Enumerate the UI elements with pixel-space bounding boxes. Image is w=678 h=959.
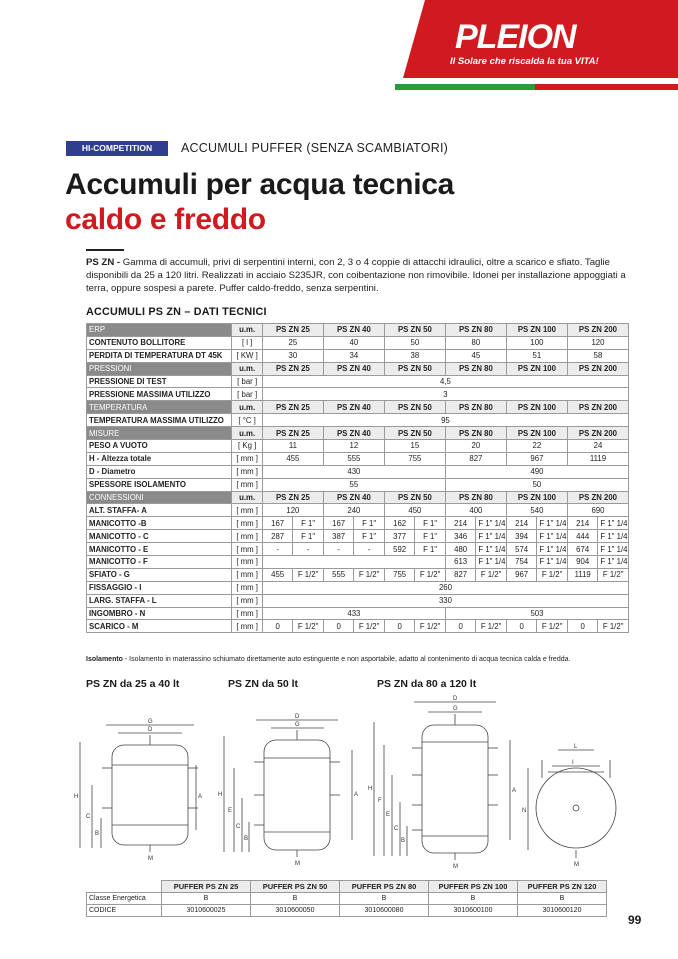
dim-m-3: M	[453, 864, 458, 870]
table-cell: 120	[567, 336, 628, 349]
table-cell: Classe Energetica	[87, 893, 162, 905]
table-cell: F 1" 1/4	[537, 556, 568, 569]
dim-g-3: G	[453, 706, 458, 712]
table-category-row	[87, 401, 629, 414]
table-cell: 904	[567, 556, 598, 569]
table-row	[87, 414, 629, 427]
table-row	[87, 517, 629, 530]
table-cell: 167	[323, 517, 354, 530]
table-cell: 755	[384, 568, 415, 581]
table-cell: F 1"	[293, 530, 324, 543]
table-cell: ERP	[87, 324, 232, 337]
dim-d-2: D	[295, 714, 300, 720]
table-cell: PS ZN 100	[506, 362, 567, 375]
table-cell: [ mm ]	[232, 594, 263, 607]
description-lead: PS ZN -	[86, 257, 123, 268]
table-cell: SCARICO - M	[87, 620, 232, 633]
dim-h-1: H	[74, 794, 79, 800]
table-cell: [ l ]	[232, 336, 263, 349]
table-header-row	[87, 881, 607, 893]
table-cell: 20	[445, 440, 506, 453]
table-cell: 55	[262, 478, 445, 491]
dim-a-2: A	[354, 792, 359, 798]
page-number: 99	[628, 913, 642, 927]
table-cell: 967	[506, 452, 567, 465]
note-label: Isolamento	[86, 656, 123, 663]
table-cell: 0	[567, 620, 598, 633]
table-cell: FISSAGGIO - I	[87, 581, 232, 594]
table-cell: [ Kg ]	[232, 440, 263, 453]
table-cell: 674	[567, 543, 598, 556]
table-cell: -	[323, 543, 354, 556]
table-cell: [ mm ]	[232, 543, 263, 556]
table-cell: 100	[506, 336, 567, 349]
table-cell: MANICOTTO - C	[87, 530, 232, 543]
table-cell: 50	[384, 336, 445, 349]
table-cell: F 1/2"	[415, 568, 446, 581]
drawing-title-50: PS ZN da 50 lt	[228, 678, 299, 690]
table-cell: PS ZN 100	[506, 324, 567, 337]
table-cell: PS ZN 50	[384, 401, 445, 414]
dim-e-3: E	[386, 812, 391, 818]
table-cell: 1119	[567, 568, 598, 581]
table-cell: F 1"	[354, 530, 385, 543]
page-title: Accumuli per acqua tecnica	[65, 168, 455, 201]
table-cell: B	[251, 893, 340, 905]
table-cell: 754	[506, 556, 537, 569]
table-cell: PS ZN 50	[384, 324, 445, 337]
table-cell: PS ZN 100	[506, 401, 567, 414]
table-cell: 34	[323, 349, 384, 362]
dim-m-1: M	[148, 856, 153, 862]
table-row	[87, 556, 629, 569]
brand-tagline: Il Solare che riscalda la tua VITA!	[450, 56, 599, 67]
table-cell: 377	[384, 530, 415, 543]
table-cell: F 1/2"	[293, 568, 324, 581]
bracket-top-view	[536, 768, 616, 848]
table-cell: 490	[445, 465, 628, 478]
table-cell: F 1" 1/4	[476, 543, 507, 556]
dim-d-1: D	[148, 727, 153, 733]
table-cell: SFIATO - G	[87, 568, 232, 581]
table-cell: 387	[323, 530, 354, 543]
table-cell: PUFFER PS ZN 80	[340, 881, 429, 893]
table-cell: 25	[262, 336, 323, 349]
table-cell: F 1"	[293, 517, 324, 530]
table-cell: 455	[262, 568, 293, 581]
table-cell: 95	[262, 414, 628, 427]
table-cell: -	[262, 543, 293, 556]
table-cell: 24	[567, 440, 628, 453]
table-cell: MANICOTTO -B	[87, 517, 232, 530]
note-text: - Isolamento in materassino schiumato direttamente auto estinguente e non asportabile, adatto al contenimento di acqua tecnica calda e fredda.	[122, 656, 571, 663]
table-cell: 0	[262, 620, 293, 633]
table-cell: u.m.	[232, 491, 263, 504]
table-cell: 0	[445, 620, 476, 633]
table-cell: 1119	[567, 452, 628, 465]
table-cell: PS ZN 100	[506, 427, 567, 440]
table-cell: 45	[445, 349, 506, 362]
table-cell: CONTENUTO BOLLITORE	[87, 336, 232, 349]
table-row	[87, 543, 629, 556]
tank-drawing-25-40	[112, 745, 188, 845]
table-cell: 11	[262, 440, 323, 453]
technical-drawings	[66, 690, 646, 870]
dim-b-1: B	[95, 831, 100, 837]
dim-c-1: C	[86, 814, 91, 820]
table-cell: PS ZN 25	[262, 427, 323, 440]
table-cell: TEMPERATURA	[87, 401, 232, 414]
table-cell-empty	[262, 556, 445, 569]
table-cell: 3010600080	[340, 905, 429, 917]
table-cell: PS ZN 200	[567, 324, 628, 337]
table-cell: [ mm ]	[232, 581, 263, 594]
table-cell: -	[354, 543, 385, 556]
table-cell: 40	[323, 336, 384, 349]
table-cell: 827	[445, 452, 506, 465]
dim-h-2: H	[218, 792, 223, 798]
table-cell: PS ZN 40	[323, 324, 384, 337]
table-cell: [ mm ]	[232, 620, 263, 633]
table-cell: 50	[445, 478, 628, 491]
table-cell: ALT. STAFFA- A	[87, 504, 232, 517]
table-cell: F 1"	[415, 517, 446, 530]
table-cell: u.m.	[232, 401, 263, 414]
table-cell: 690	[567, 504, 628, 517]
table-cell: PRESSIONE DI TEST	[87, 375, 232, 388]
table-cell: PS ZN 40	[323, 401, 384, 414]
page-title-accent: caldo e freddo	[65, 203, 266, 236]
table-row	[87, 440, 629, 453]
table-category-row	[87, 362, 629, 375]
table-cell: 51	[506, 349, 567, 362]
category-badge: HI-COMPETITION	[66, 141, 168, 156]
table-cell: [ bar ]	[232, 388, 263, 401]
table-cell: 592	[384, 543, 415, 556]
table-cell: PS ZN 25	[262, 324, 323, 337]
table-row	[87, 893, 607, 905]
table-cell: F 1"	[415, 530, 446, 543]
table-cell: TEMPERATURA MASSIMA UTILIZZO	[87, 414, 232, 427]
table-cell: PERDITA DI TEMPERATURA DT 45K	[87, 349, 232, 362]
dim-l-4: L	[574, 744, 578, 750]
table-cell: 214	[445, 517, 476, 530]
table-cell: 540	[506, 504, 567, 517]
table-cell: F 1" 1/4	[537, 543, 568, 556]
table-cell: PUFFER PS ZN 100	[429, 881, 518, 893]
table-row	[87, 452, 629, 465]
table-cell: 0	[506, 620, 537, 633]
table-cell: 3010600100	[429, 905, 518, 917]
table-cell: F 1" 1/4	[476, 530, 507, 543]
table-cell: F 1" 1/4	[598, 556, 629, 569]
table-cell: F 1/2"	[537, 620, 568, 633]
table-cell: 80	[445, 336, 506, 349]
table-cell: 755	[384, 452, 445, 465]
table-cell: 3	[262, 388, 628, 401]
table-cell: 433	[262, 607, 445, 620]
table-cell: 394	[506, 530, 537, 543]
table-cell: -	[293, 543, 324, 556]
dim-a-1: A	[198, 794, 203, 800]
table-cell: 3010600025	[162, 905, 251, 917]
table-cell: PS ZN 50	[384, 491, 445, 504]
table-row	[87, 905, 607, 917]
table-cell: [ mm ]	[232, 568, 263, 581]
table-cell: F 1" 1/4	[537, 530, 568, 543]
table-cell: 214	[506, 517, 537, 530]
table-cell: 120	[262, 504, 323, 517]
table-cell: 214	[567, 517, 598, 530]
table-cell: PS ZN 80	[445, 427, 506, 440]
drawing-title-80-120: PS ZN da 80 a 120 lt	[377, 678, 477, 690]
table-cell: F 1/2"	[598, 620, 629, 633]
table-cell: F 1/2"	[476, 620, 507, 633]
table-cell: PESO A VUOTO	[87, 440, 232, 453]
table-cell: INGOMBRO - N	[87, 607, 232, 620]
table-cell: [ mm ]	[232, 478, 263, 491]
table-row	[87, 594, 629, 607]
table-cell: PS ZN 200	[567, 427, 628, 440]
tank-drawing-80-120	[422, 725, 488, 853]
table-cell: PS ZN 40	[323, 362, 384, 375]
table-cell: 503	[445, 607, 628, 620]
table-cell: PS ZN 200	[567, 362, 628, 375]
dim-m-2: M	[295, 861, 300, 867]
table-row	[87, 388, 629, 401]
table-cell: PS ZN 25	[262, 362, 323, 375]
table-row	[87, 568, 629, 581]
table-cell: PS ZN 80	[445, 401, 506, 414]
table-cell: CODICE	[87, 905, 162, 917]
table-row	[87, 620, 629, 633]
table-row	[87, 478, 629, 491]
table-cell: H - Altezza totale	[87, 452, 232, 465]
product-description	[86, 256, 626, 295]
table-cell: F 1" 1/4	[598, 517, 629, 530]
table-row	[87, 349, 629, 362]
table-cell: 3010600120	[518, 905, 607, 917]
table-cell: 12	[323, 440, 384, 453]
description-text: Gamma di accumuli, privi di serpentini interni, con 2, 3 o 4 coppie di attacchi idraulici, oltre a scarico e sfiato. Taglie disponibili da 25 a 120 litri. Realizzati in acciaio S235JR, con coibentazione non rimovibile. Idonei per installazione appoggiati a terra, oppure sospesi a parete. Puffer caldo-freddo, senza serpentini.	[86, 257, 626, 294]
table-cell: 162	[384, 517, 415, 530]
table-cell: 38	[384, 349, 445, 362]
table-cell: u.m.	[232, 427, 263, 440]
table-cell: 240	[323, 504, 384, 517]
table-cell: PS ZN 25	[262, 491, 323, 504]
dim-i-4: I	[572, 760, 574, 766]
table-cell: SPESSORE ISOLAMENTO	[87, 478, 232, 491]
table-cell: 827	[445, 568, 476, 581]
table-cell: F 1/2"	[537, 568, 568, 581]
table-cell: B	[518, 893, 607, 905]
table-cell: PS ZN 80	[445, 362, 506, 375]
table-cell: F 1/2"	[476, 568, 507, 581]
table-cell: 15	[384, 440, 445, 453]
table-cell: F 1"	[354, 517, 385, 530]
table-cell: 574	[506, 543, 537, 556]
table-cell: 167	[262, 517, 293, 530]
table-category-row	[87, 427, 629, 440]
dim-b-2: B	[244, 836, 249, 842]
table-row	[87, 581, 629, 594]
table-cell: PRESSIONE MASSIMA UTILIZZO	[87, 388, 232, 401]
table-cell: PS ZN 40	[323, 427, 384, 440]
table-cell: PS ZN 200	[567, 491, 628, 504]
tank-drawing-50	[264, 740, 330, 850]
table-row	[87, 607, 629, 620]
table-cell: [ mm ]	[232, 607, 263, 620]
table-cell: u.m.	[232, 362, 263, 375]
table-cell: [ mm ]	[232, 452, 263, 465]
table-cell: PUFFER PS ZN 50	[251, 881, 340, 893]
table-cell: F 1/2"	[293, 620, 324, 633]
dim-d-3: D	[453, 696, 458, 702]
table-cell: F 1" 1/4	[476, 517, 507, 530]
table-cell: F 1/2"	[354, 620, 385, 633]
table-cell: MANICOTTO - F	[87, 556, 232, 569]
table-cell: PRESSIONI	[87, 362, 232, 375]
drawing-title-25-40: PS ZN da 25 a 40 lt	[86, 678, 180, 690]
table-cell: [ KW ]	[232, 349, 263, 362]
tech-data-table	[86, 323, 629, 633]
divider	[86, 249, 124, 251]
dim-h-3: H	[368, 786, 373, 792]
table-cell: D - Diametro	[87, 465, 232, 478]
table-cell: 444	[567, 530, 598, 543]
table-cell: [ mm ]	[232, 504, 263, 517]
table-cell: u.m.	[232, 324, 263, 337]
table-cell: 58	[567, 349, 628, 362]
table-cell: PS ZN 40	[323, 491, 384, 504]
table-cell: 0	[323, 620, 354, 633]
table-cell: 30	[262, 349, 323, 362]
table-cell: PS ZN 80	[445, 491, 506, 504]
table-cell: PS ZN 25	[262, 401, 323, 414]
table-cell: [ mm ]	[232, 530, 263, 543]
dim-e-2: E	[228, 808, 233, 814]
dim-m-4: M	[574, 862, 579, 868]
table-cell: 400	[445, 504, 506, 517]
table-cell: PUFFER PS ZN 120	[518, 881, 607, 893]
table-cell: F 1" 1/4	[476, 556, 507, 569]
dim-f-3: F	[378, 798, 382, 804]
table-cell: CONNESSIONI	[87, 491, 232, 504]
table-cell: F 1" 1/4	[598, 530, 629, 543]
table-cell: PS ZN 80	[445, 324, 506, 337]
section-title: ACCUMULI PS ZN – DATI TECNICI	[86, 306, 267, 318]
brand-logo: PLEION	[455, 18, 576, 56]
product-codes-table	[86, 880, 607, 917]
table-cell: [ °C ]	[232, 414, 263, 427]
table-cell: 455	[262, 452, 323, 465]
table-cell: [ mm ]	[232, 556, 263, 569]
table-cell: MANICOTTO - E	[87, 543, 232, 556]
table-row	[87, 375, 629, 388]
table-cell: 287	[262, 530, 293, 543]
table-cell: F 1/2"	[354, 568, 385, 581]
table-cell: 22	[506, 440, 567, 453]
table-row	[87, 336, 629, 349]
dim-g-2: G	[295, 722, 300, 728]
table-cell: PS ZN 50	[384, 427, 445, 440]
table-cell: 967	[506, 568, 537, 581]
dim-a-3: A	[512, 788, 517, 794]
table-cell: PUFFER PS ZN 25	[162, 881, 251, 893]
table-cell: 4,5	[262, 375, 628, 388]
table-cell: [ bar ]	[232, 375, 263, 388]
table-cell: F 1/2"	[598, 568, 629, 581]
table-cell: F 1" 1/4	[537, 517, 568, 530]
table-cell: [ mm ]	[232, 517, 263, 530]
dim-n-4: N	[522, 808, 527, 814]
table-cell: [ mm ]	[232, 465, 263, 478]
dim-c-2: C	[236, 824, 241, 830]
table-cell: B	[340, 893, 429, 905]
dim-b-3: B	[401, 838, 406, 844]
table-cell: F 1" 1/4	[598, 543, 629, 556]
table-cell: 3010600050	[251, 905, 340, 917]
table-cell: F 1"	[415, 543, 446, 556]
table-cell: 613	[445, 556, 476, 569]
table-cell: PS ZN 50	[384, 362, 445, 375]
page-subtitle: ACCUMULI PUFFER (SENZA SCAMBIATORI)	[181, 141, 448, 155]
table-cell: 430	[262, 465, 445, 478]
table-cell: 260	[262, 581, 628, 594]
table-row	[87, 504, 629, 517]
table-row	[87, 465, 629, 478]
table-cell: 555	[323, 568, 354, 581]
dim-c-3: C	[394, 826, 399, 832]
table-cell: B	[429, 893, 518, 905]
table-cell: B	[162, 893, 251, 905]
table-category-row	[87, 491, 629, 504]
insulation-note	[86, 656, 570, 663]
table-row	[87, 530, 629, 543]
table-cell: PS ZN 100	[506, 491, 567, 504]
dim-g-1: G	[148, 719, 153, 725]
table-cell: 346	[445, 530, 476, 543]
table-cell: 330	[262, 594, 628, 607]
table-category-row	[87, 324, 629, 337]
table-cell: 450	[384, 504, 445, 517]
table-cell: 0	[384, 620, 415, 633]
table-cell: LARG. STAFFA - L	[87, 594, 232, 607]
table-cell: 555	[323, 452, 384, 465]
table-cell: F 1/2"	[415, 620, 446, 633]
table-cell: PS ZN 200	[567, 401, 628, 414]
table-cell: MISURE	[87, 427, 232, 440]
table-cell-empty	[87, 881, 162, 893]
table-cell: 480	[445, 543, 476, 556]
